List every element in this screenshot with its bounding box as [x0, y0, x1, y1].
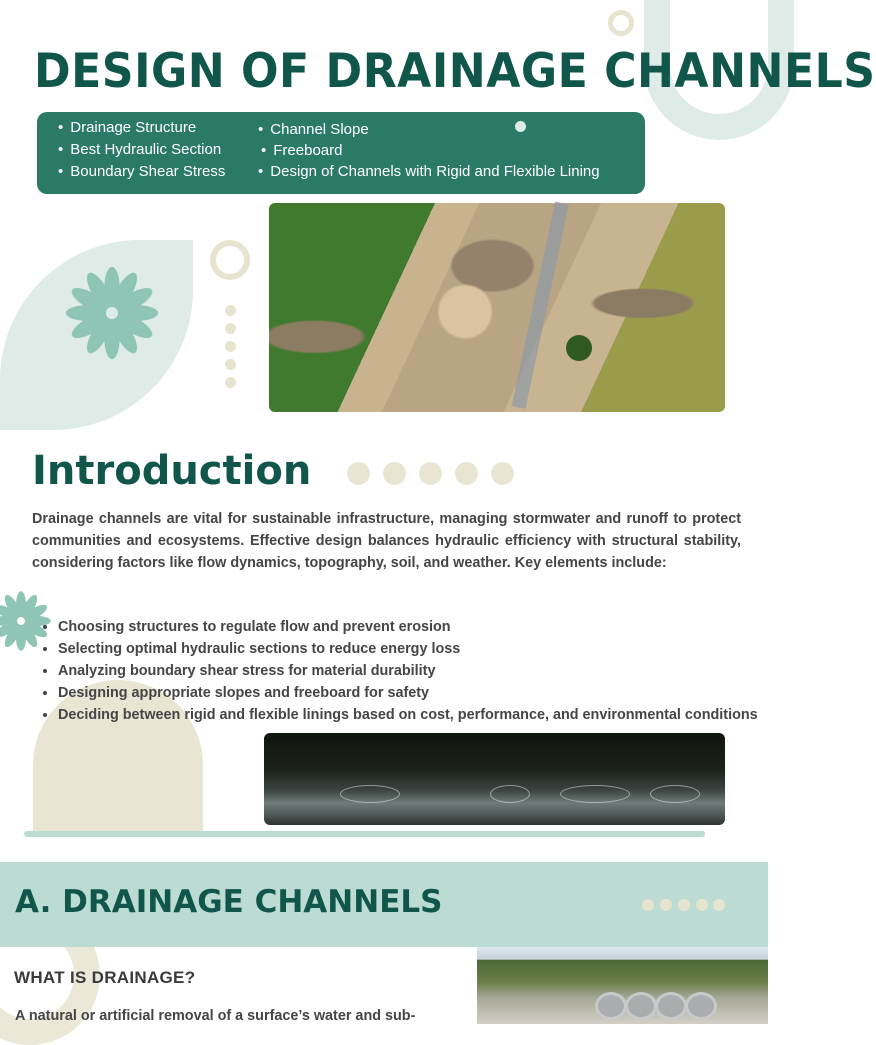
decorative-ring — [608, 10, 634, 36]
pipe — [595, 992, 627, 1020]
list-item: • Designing appropriate slopes and freeboard for safety — [58, 682, 763, 704]
list-item: • Selecting optimal hydraulic sections to reduce energy loss — [58, 638, 763, 660]
decorative-dot — [696, 899, 708, 911]
what-is-drainage-subheading: WHAT IS DRAINAGE? — [14, 968, 196, 987]
decorative-ring — [210, 240, 250, 280]
page-title: DESIGN OF DRAINAGE CHANNELS — [34, 44, 876, 99]
topic-item: • Freeboard — [261, 142, 342, 159]
pipe — [685, 992, 717, 1020]
water-ripple — [490, 785, 530, 803]
list-item: • Analyzing boundary shear stress for material durability — [58, 660, 763, 682]
key-elements-list — [38, 616, 763, 726]
list-item: • Choosing structures to regulate flow and prevent erosion — [58, 616, 763, 638]
decorative-dot — [225, 341, 236, 352]
decorative-dot — [660, 899, 672, 911]
decorative-dot — [455, 462, 478, 485]
decorative-dot — [419, 462, 442, 485]
introduction-heading: Introduction — [32, 448, 312, 494]
aerial-drainage-channels-photo — [269, 203, 725, 412]
pipe — [655, 992, 687, 1020]
topic-item: • Channel Slope — [258, 121, 369, 138]
decorative-dot — [515, 121, 526, 132]
section-a-heading: A. DRAINAGE CHANNELS — [15, 884, 443, 920]
introduction-paragraph: Drainage channels are vital for sustainable infrastructure, managing stormwater and runoff to protect communities and ecosystems. Effective design balances hydraulic efficiency with structural stability, considering factors like flow dynamics, topography, soil, and weather. Key elements include: — [32, 511, 741, 571]
water-channel-photo — [264, 733, 725, 825]
decorative-dot — [491, 462, 514, 485]
topic-item: • Best Hydraulic Section — [58, 141, 221, 158]
list-item: • Deciding between rigid and flexible linings based on cost, performance, and environmental conditions — [58, 704, 763, 726]
decorative-dot — [225, 377, 236, 388]
topic-item: • Design of Channels with Rigid and Flexible Lining — [258, 163, 600, 180]
water-ripple — [340, 785, 400, 803]
pipe — [625, 992, 657, 1020]
water-ripple — [560, 785, 630, 803]
decorative-dot — [347, 462, 370, 485]
decorative-dot — [678, 899, 690, 911]
decorative-dot — [713, 899, 725, 911]
decorative-dot — [383, 462, 406, 485]
decorative-dot — [225, 305, 236, 316]
divider — [24, 831, 705, 837]
topic-item: • Boundary Shear Stress — [58, 163, 225, 180]
topic-item: • Drainage Structure — [58, 119, 196, 136]
decorative-dot — [225, 323, 236, 334]
water-ripple — [650, 785, 700, 803]
aerial-tree — [566, 335, 592, 361]
decorative-dot — [642, 899, 654, 911]
decorative-dot — [225, 359, 236, 370]
drainage-definition-paragraph: A natural or artificial removal of a surface’s water and sub- — [15, 1008, 416, 1024]
flower-icon — [64, 265, 160, 361]
